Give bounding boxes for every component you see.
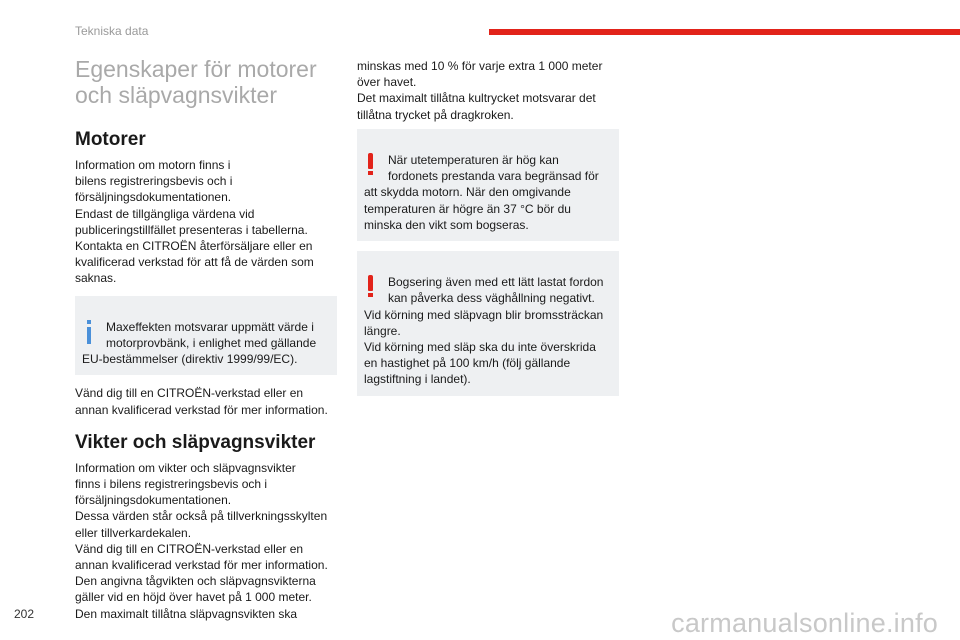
info-note-text: Maxeffekten motsvarar uppmätt värde i motorprovbänk, i enlighet med gällande EU-bestämmelser (direktiv 1999/99/EC). — [82, 319, 317, 367]
continuation-paragraph: minskas med 10 % för varje extra 1 000 meter över havet. Det maximalt tillåtna kultrycket motsvarar det tillåtna trycket på dragkroken. — [357, 59, 603, 122]
section-title: Egenskaper för motorer och släpvagnsvikter — [75, 56, 317, 108]
warning-icon — [364, 275, 380, 303]
warning-note-temperature — [357, 129, 619, 241]
info-note — [75, 296, 337, 376]
running-header: Tekniska data — [75, 24, 149, 38]
warning-note-towing-text: Bogsering även med ett lätt lastat fordon kan påverka dess väghållning negativt. Vid körning med släpvagn blir bromssträckan längre. Vid körning med släp ska du inte överskrida en hastighet på 100 km/h (följ gällande lagstiftning i landet). — [364, 275, 604, 387]
page-number: 202 — [14, 607, 35, 621]
warning-icon — [364, 153, 380, 181]
warning-note-towing — [357, 251, 619, 396]
motorer-paragraph: Information om motorn finns i bilens registreringsbevis och i försäljningsdokumentationen. Endast de tillgängliga värdena vid publiceringstillfället presenteras i tabellerna. Kontakta en CITROËN återförsäljare eller en kvalificerad verkstad för att få de värden som saknas. — [75, 158, 314, 286]
vikter-paragraph: Information om vikter och släpvagnsvikter finns i bilens registreringsbevis och i försäljningsdokumentationen. Dessa värden står också på tillverkningsskylten eller tillverkardekalen. Vänd dig till en CITROËN-verkstad eller en annan kvalificerad verkstad för mer information. Den angivna tågvikten och släpvagnsvikterna gäller vid en höjd över havet på 1 000 meter. Den maximalt tillåtna släpvagnsvikten ska — [75, 460, 328, 621]
header-accent-bar — [489, 29, 960, 35]
motorer-after-note: Vänd dig till en CITROËN-verkstad eller en annan kvalificerad verkstad för mer information. — [75, 386, 328, 417]
warning-note-temperature-text: När utetemperaturen är hög kan fordonets prestanda vara begränsad för att skydda motorn. När den omgivande temperaturen är högre än 37 °C bör du minska den vikt som bogseras. — [364, 153, 599, 232]
left-column — [75, 56, 337, 622]
vikter-heading: Vikter och släpvagnsvikter — [75, 431, 316, 453]
watermark: carmanualsonline.info — [671, 608, 938, 638]
motorer-heading: Motorer — [75, 129, 146, 150]
info-icon — [82, 320, 98, 348]
middle-column — [357, 58, 619, 406]
